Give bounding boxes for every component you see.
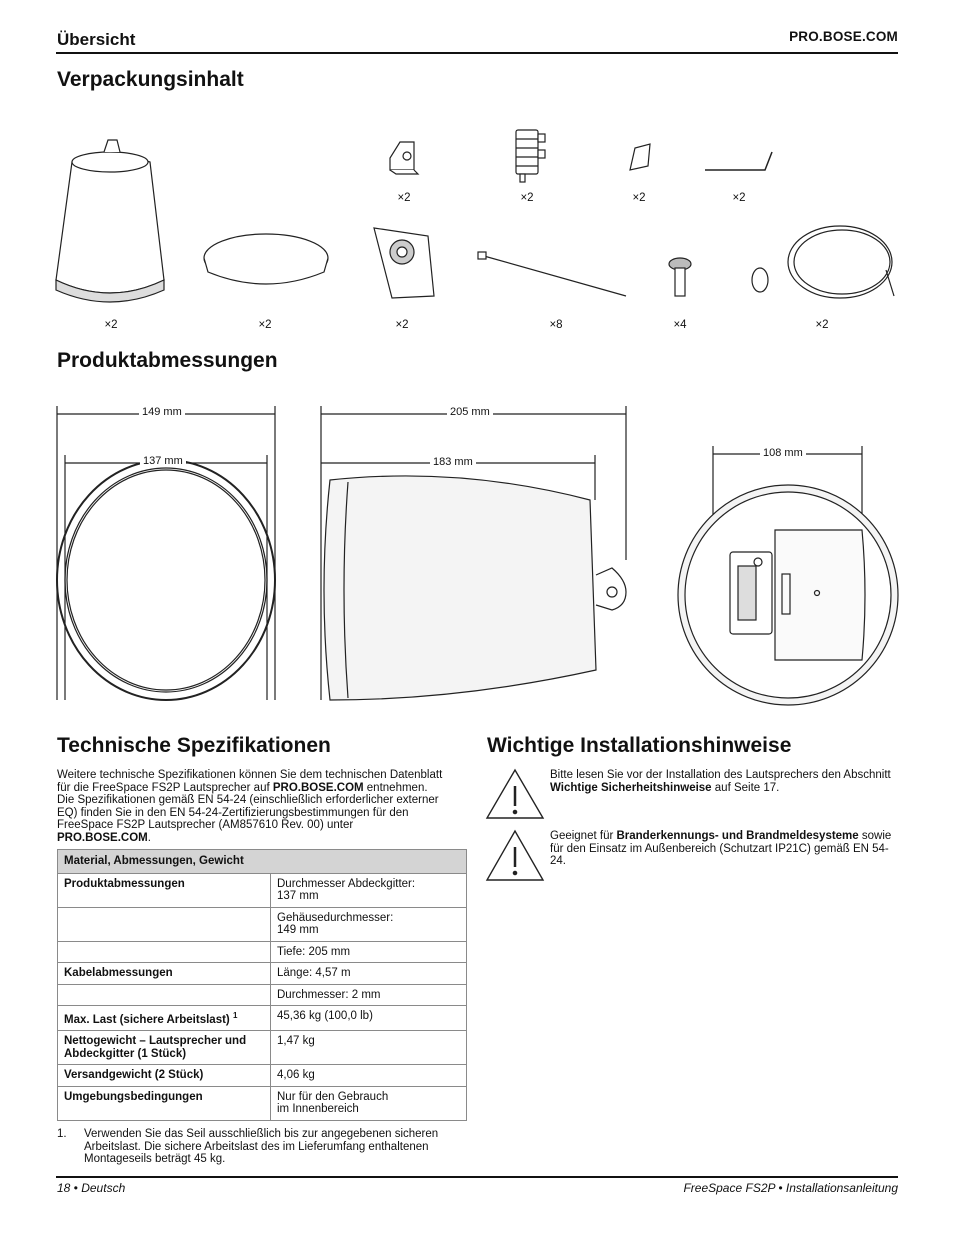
install-note-1: Bitte lesen Sie vor der Installation des Lautsprechers den Abschnitt Wichtige Sicherheitshinweise auf Seite 17. (550, 769, 891, 794)
warning-icon (487, 770, 543, 818)
install-note-2: Geeignet für Branderkennungs- und Brandmeldesysteme sowie für den Einsatz im Außenbereich (Schutzart IP21C) gemäß EN 54-24. (550, 830, 892, 868)
screw-icon (669, 258, 691, 296)
mounting-plate-icon (374, 228, 434, 298)
dim-outer-diameter: 149 mm (139, 406, 185, 418)
packaging-heading: Verpackungsinhalt (57, 68, 244, 91)
safety-cable-icon (752, 226, 894, 298)
qty-plug: ×2 (632, 192, 646, 204)
dim-rear-width: 108 mm (760, 447, 806, 459)
footer-rule (56, 1176, 898, 1178)
table-row: Tiefe: 205 mm (58, 941, 467, 963)
terminal-connector-icon (516, 130, 545, 182)
dim-total-depth: 205 mm (447, 406, 493, 418)
dimensions-heading: Produktabmessungen (57, 349, 278, 372)
table-row: Durchmesser: 2 mm (58, 984, 467, 1006)
specs-intro: Weitere technische Spezifikationen können Sie dem technischen Datenblatt für die FreeSpace FS2P Lautsprecher auf PRO.BOSE.COM entnehmen. Die Spezifikationen gemäß EN 54-24 (einschließlich erforderlicher externer EQ) finden Sie in den EN 54-24-Zertifizierungsbestimmungen für den FreeSpace FS2P Lautsprecher (AM857610 Rev. 00) unter PRO.BOSE.COM. (57, 769, 443, 844)
warning-icon (487, 831, 543, 880)
front-view-drawing (57, 406, 275, 700)
rear-view-drawing (678, 446, 898, 705)
qty-safety-cable: ×2 (815, 319, 829, 331)
qty-cable-tie: ×8 (549, 319, 563, 331)
table-row: Umgebungsbedingungen Nur für den Gebrauch im Innenbereich (58, 1086, 467, 1120)
site-url[interactable]: PRO.BOSE.COM (789, 29, 898, 44)
grille-icon (204, 234, 328, 284)
qty-bracket: ×2 (397, 192, 411, 204)
table-row: Kabelabmessungen Länge: 4,57 m (58, 963, 467, 985)
footer-page: 18 • Deutsch (57, 1181, 126, 1195)
dim-inner-diameter: 137 mm (140, 455, 186, 467)
install-heading: Wichtige Installationshinweise (487, 734, 792, 757)
qty-plate: ×2 (395, 319, 409, 331)
side-view-drawing (321, 406, 626, 700)
hex-key-icon (705, 152, 772, 170)
table-row: Produktabmessungen Durchmesser Abdeckgitter: 137 mm (58, 873, 467, 907)
footnote: 1. Verwenden Sie das Seil ausschließlich bis zur angegebenen sicheren Arbeitslast. Die sichere Arbeitslast des im Lieferumfang enthaltenen Montageseils beträgt 45 kg. (57, 1128, 439, 1166)
speaker-icon (56, 140, 164, 302)
dim-body-depth: 183 mm (430, 456, 476, 468)
cover-plug-icon (630, 144, 650, 170)
footer-title: FreeSpace FS2P • Installationsanleitung (683, 1181, 898, 1195)
section-title: Übersicht (57, 30, 136, 49)
table-row: Nettogewicht – Lautsprecher und Abdeckgitter (1 Stück) 1,47 kg (58, 1031, 467, 1065)
table-row: Versandgewicht (2 Stück) 4,06 kg (58, 1065, 467, 1087)
bracket-icon (390, 142, 418, 174)
specs-link[interactable]: PRO.BOSE.COM (57, 831, 148, 844)
qty-screw: ×4 (673, 319, 687, 331)
cable-tie-icon (478, 252, 626, 296)
qty-speaker: ×2 (104, 319, 118, 331)
specs-link[interactable]: PRO.BOSE.COM (272, 781, 364, 794)
table-row: Max. Last (sichere Arbeitslast) $^1$ 45,36 kg (100,0 lb) (58, 1006, 467, 1031)
specs-heading: Technische Spezifikationen (57, 734, 331, 757)
table-row: Gehäusedurchmesser: 149 mm (58, 907, 467, 941)
spec-table (57, 849, 467, 1121)
qty-grille: ×2 (258, 319, 272, 331)
qty-hex-key: ×2 (732, 192, 746, 204)
qty-connector: ×2 (520, 192, 534, 204)
spec-table-header: Material, Abmessungen, Gewicht (58, 850, 467, 874)
